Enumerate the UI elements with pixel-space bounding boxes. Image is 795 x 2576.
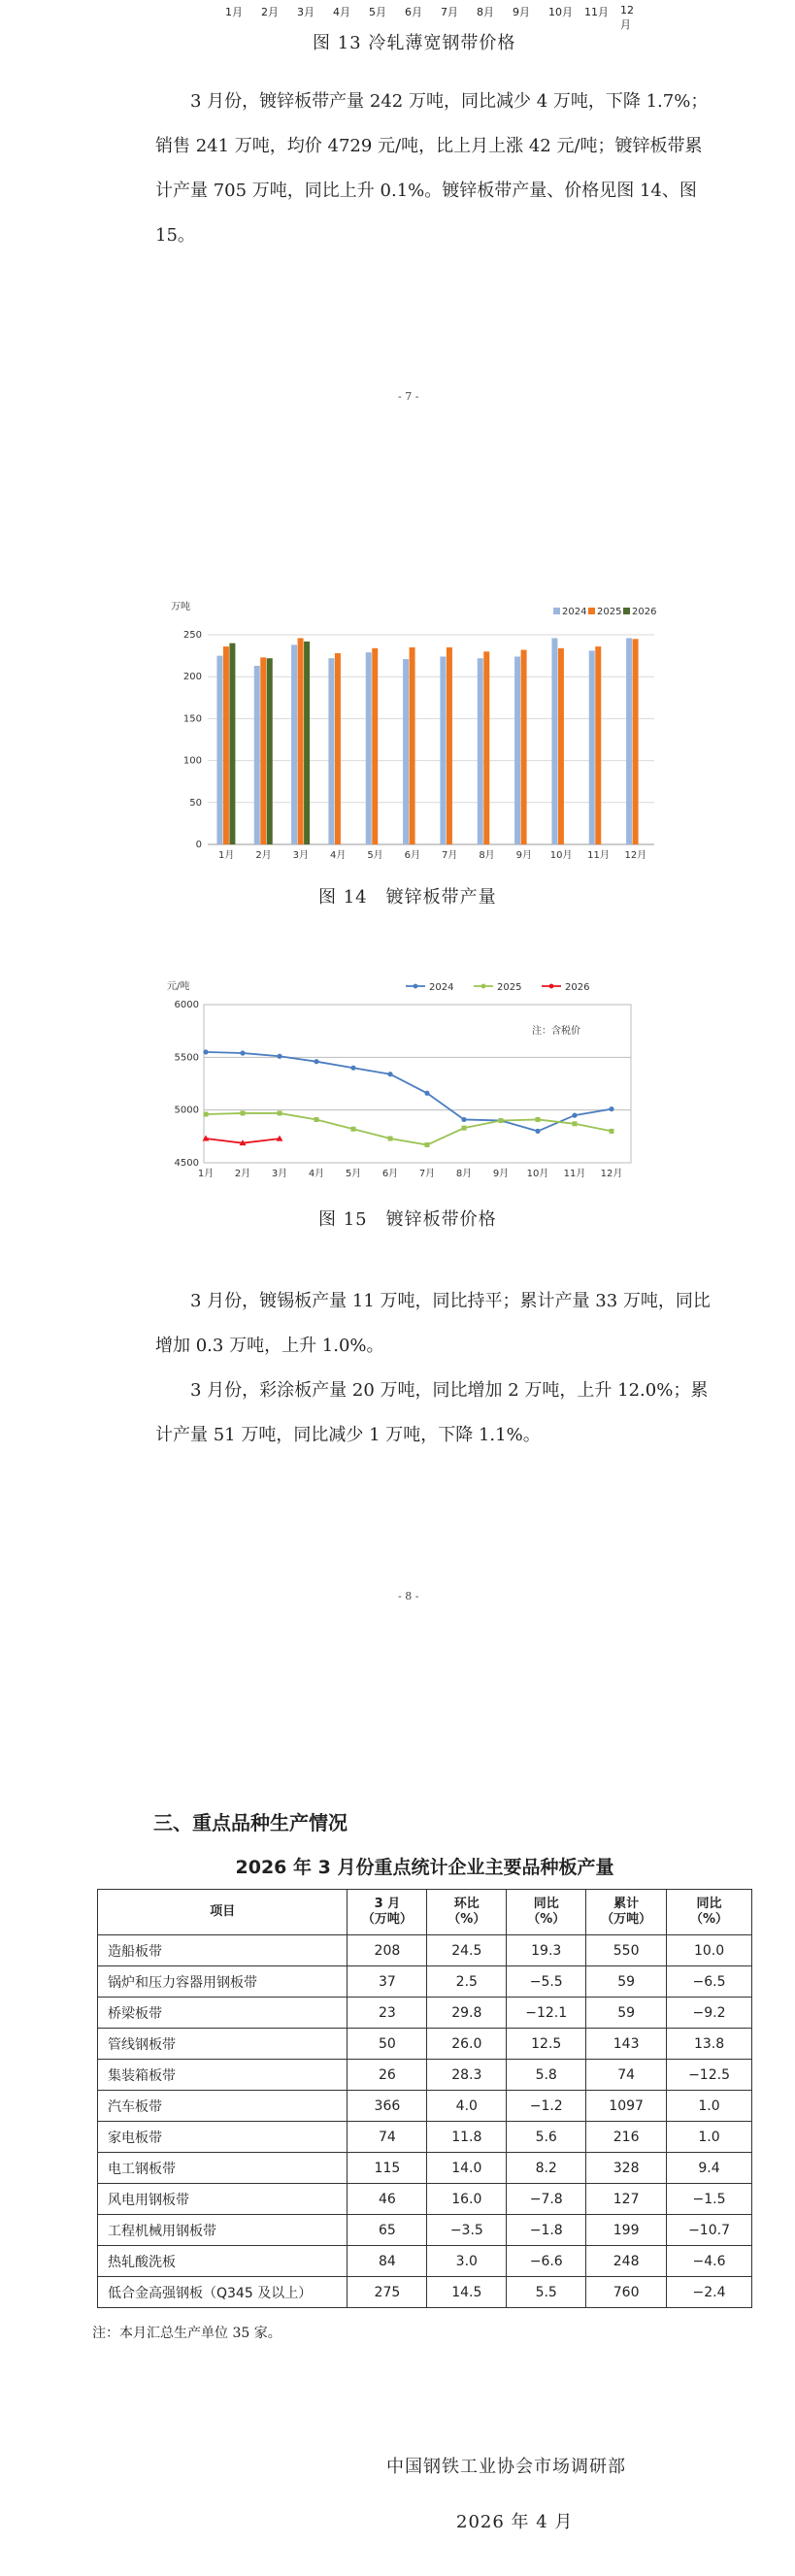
bar-2025 [335,653,341,844]
point-2024 [461,1117,466,1122]
bar-2025 [223,646,229,844]
x-tick-label: 9月 [515,850,533,861]
fig13-tick-label: 10月 [548,6,573,18]
value-cell: 248 [586,2246,667,2277]
value-cell: 29.8 [427,1998,507,2029]
legend-swatch-2026 [623,608,630,614]
bar-2026 [304,642,310,844]
table-row [98,2122,752,2153]
value-cell: 37 [348,1966,427,1998]
product-name-cell: 低合金高强钢板（Q345 及以上） [98,2277,348,2308]
legend-label-2024: 2024 [562,607,587,617]
bar-2024 [589,650,595,844]
value-cell: 59 [586,1966,667,1998]
point-2025 [573,1121,578,1126]
point-2025 [204,1112,209,1117]
point-2024 [350,1066,355,1071]
value-cell: 14.5 [427,2277,507,2308]
value-cell: 1.0 [667,2122,752,2153]
chart-galvanized-price [165,975,650,1199]
point-2025 [351,1127,356,1132]
y-tick-label: 6000 [174,1000,199,1010]
legend-label-2025: 2025 [497,982,522,993]
x-tick-label: 2月 [255,850,272,861]
value-cell: −3.5 [427,2215,507,2246]
x-tick-label: 5月 [367,850,383,861]
y-tick-label: 200 [182,672,202,683]
point-2025 [462,1126,467,1131]
point-2024 [314,1059,318,1064]
bar-2025 [558,648,564,844]
x-tick-label: 12月 [600,1169,623,1179]
fig13-tick-label: 4月 [333,6,350,18]
point-2025 [278,1110,282,1115]
value-cell: 13.8 [667,2029,752,2060]
bar-2024 [291,644,297,844]
value-cell: 2.5 [427,1966,507,1998]
y-unit-label: 万吨 [171,602,190,612]
value-cell: 46 [348,2184,427,2215]
bar-2025 [633,639,639,844]
value-cell: 26.0 [427,2029,507,2060]
x-tick-label: 12月 [624,850,647,861]
point-2025 [425,1142,430,1147]
point-2025 [388,1137,393,1141]
legend-label-2024: 2024 [429,982,454,993]
table-row [98,2277,752,2308]
x-tick-label: 7月 [418,1169,436,1179]
y-tick-label: 150 [182,713,202,725]
table-header-cell: 同比 （%） [507,1890,586,1935]
value-cell: 1.0 [667,2091,752,2122]
value-cell: 199 [586,2215,667,2246]
value-cell: −10.7 [667,2215,752,2246]
bar-2024 [216,656,222,844]
value-cell: −2.4 [667,2277,752,2308]
fig13-tick-label: 5月 [369,6,386,18]
value-cell: 59 [586,1998,667,2029]
y-tick-label: 50 [189,797,202,809]
table-note: 注：本月汇总生产单位 35 家。 [92,2326,282,2341]
value-cell: −6.5 [667,1966,752,1998]
x-tick-label: 6月 [381,1169,399,1179]
bar-2025 [260,657,266,844]
product-name-cell: 电工钢板带 [98,2153,348,2184]
point-2024 [609,1106,613,1111]
product-name-cell: 造船板带 [98,1935,348,1966]
x-tick-label: 3月 [271,1169,288,1179]
table-header-row [98,1890,752,1935]
point-2024 [387,1072,392,1076]
fig13-tick-label: 8月 [477,6,494,18]
y-tick-label: 4500 [174,1158,199,1169]
organization-signature: 中国钢铁工业协会市场调研部 [386,2457,626,2477]
bar-2025 [595,646,601,844]
table-row [98,2029,752,2060]
x-tick-label: 7月 [441,850,458,861]
point-2024 [203,1049,208,1054]
x-tick-label: 2月 [234,1169,251,1179]
point-2025 [499,1118,504,1123]
table-row [98,2246,752,2277]
legend-marker-2025 [481,984,486,989]
product-name-cell: 桥梁板带 [98,1998,348,2029]
x-tick-label: 5月 [345,1169,362,1179]
value-cell: 74 [586,2060,667,2091]
fig13-tick-label: 11月 [584,6,609,18]
value-cell: 115 [348,2153,427,2184]
value-cell: 16.0 [427,2184,507,2215]
x-tick-label: 9月 [492,1169,510,1179]
value-cell: 366 [348,2091,427,2122]
bar-2026 [229,644,235,844]
value-cell: −1.5 [667,2184,752,2215]
fig13-tick-label: 12月 [620,4,634,31]
value-cell: 9.4 [667,2153,752,2184]
table-row [98,2184,752,2215]
x-tick-label: 1月 [197,1169,215,1179]
legend-swatch-2025 [588,608,595,614]
product-name-cell: 管线钢板带 [98,2029,348,2060]
bar-2024 [254,666,260,844]
bar-2024 [366,652,372,844]
report-date: 2026 年 4 月 [456,2512,574,2532]
x-tick-label: 1月 [217,850,235,861]
fig13-caption: 图 13 冷轧薄宽钢带价格 [313,33,516,53]
value-cell: −6.6 [507,2246,586,2277]
fig14-caption: 图 14 镀锌板带产量 [318,887,497,908]
value-cell: 28.3 [427,2060,507,2091]
y-tick-label: 100 [182,755,202,767]
chart-galvanized-output [165,590,670,872]
x-tick-label: 11月 [587,850,610,861]
bar-2025 [298,638,304,844]
value-cell: −1.8 [507,2215,586,2246]
paragraph-text: 3 月份，镀锌板带产量 242 万吨，同比减少 4 万吨，下降 1.7%；销售 241 万吨，均价 4729 元/吨，比上月上涨 42 元/吨；镀锌板带累计产量 705 万吨，同比上升 0.1%。镀锌板带产量、价格见图 14、图 15。 [155,91,709,246]
point-2025 [241,1110,246,1115]
value-cell: 84 [348,2246,427,2277]
value-cell: 1097 [586,2091,667,2122]
y-tick-label: 0 [195,840,202,850]
product-name-cell: 家电板带 [98,2122,348,2153]
value-cell: 14.0 [427,2153,507,2184]
fig13-tick-label: 3月 [297,6,315,18]
table-header-cell: 同比 （%） [667,1890,752,1935]
value-cell: 760 [586,2277,667,2308]
bar-2026 [267,658,273,844]
x-tick-label: 4月 [308,1169,325,1179]
table-row [98,2060,752,2091]
product-output-table [97,1889,752,2308]
bar-2024 [514,656,520,844]
value-cell: 143 [586,2029,667,2060]
page-number-8: - 8 - [398,1590,419,1602]
fig13-tick-label: 9月 [513,6,530,18]
value-cell: 5.5 [507,2277,586,2308]
value-cell: 26 [348,2060,427,2091]
table-row [98,2091,752,2122]
fig13-tick-label: 6月 [405,6,422,18]
legend-label-2026: 2026 [565,982,590,993]
table-title: 2026 年 3 月份重点统计企业主要品种板产量 [235,1857,614,1878]
value-cell: 24.5 [427,1935,507,1966]
fig13-axis-tail [215,0,643,31]
paragraph-coated: 3 月份，彩涂板产量 20 万吨，同比增加 2 万吨，上升 12.0%；累计产量 51 万吨，同比减少 1 万吨，下降 1.1%。 [155,1380,709,1445]
table-row [98,2215,752,2246]
value-cell: 74 [348,2122,427,2153]
legend-label-2025: 2025 [597,607,622,617]
value-cell: −12.5 [667,2060,752,2091]
y-tick-label: 5500 [174,1052,199,1064]
table-header-cell: 环比 （%） [427,1890,507,1935]
bar-2025 [483,651,489,844]
page-number-7: - 7 - [398,390,419,403]
value-cell: 4.0 [427,2091,507,2122]
y-tick-label: 250 [182,630,202,641]
point-2025 [315,1117,319,1122]
value-cell: 550 [586,1935,667,1966]
table-row [98,1998,752,2029]
value-cell: 11.8 [427,2122,507,2153]
legend-marker-2026 [549,984,554,989]
point-2025 [610,1129,614,1134]
x-tick-label: 3月 [292,850,310,861]
legend-swatch-2024 [553,608,560,614]
point-2024 [424,1091,429,1096]
price-note: 注：含税价 [532,1026,580,1037]
value-cell: −9.2 [667,1998,752,2029]
point-2024 [277,1054,282,1059]
product-name-cell: 汽车板带 [98,2091,348,2122]
value-cell: −12.1 [507,1998,586,2029]
value-cell: −7.8 [507,2184,586,2215]
bar-2024 [328,658,334,844]
value-cell: −5.5 [507,1966,586,1998]
product-name-cell: 锅炉和压力容器用钢板带 [98,1966,348,1998]
bar-2025 [447,647,452,844]
product-name-cell: 热轧酸洗板 [98,2246,348,2277]
value-cell: 10.0 [667,1935,752,1966]
x-tick-label: 10月 [549,850,573,861]
point-2024 [535,1129,540,1134]
table-row [98,1935,752,1966]
value-cell: −4.6 [667,2246,752,2277]
paragraph-tinplate: 3 月份，镀锡板产量 11 万吨，同比持平；累计产量 33 万吨，同比增加 0.3 万吨，上升 1.0%。 [155,1291,711,1356]
value-cell: 12.5 [507,2029,586,2060]
table-row [98,1966,752,1998]
value-cell: −1.2 [507,2091,586,2122]
x-tick-label: 11月 [563,1169,586,1179]
value-cell: 208 [348,1935,427,1966]
value-cell: 275 [348,2277,427,2308]
y-tick-label: 5000 [174,1105,199,1116]
section-title: 三、重点品种生产情况 [153,1811,348,1834]
value-cell: 328 [586,2153,667,2184]
value-cell: 5.8 [507,2060,586,2091]
value-cell: 3.0 [427,2246,507,2277]
table-header-cell: 3 月 （万吨） [348,1890,427,1935]
product-name-cell: 工程机械用钢板带 [98,2215,348,2246]
table-row [98,2153,752,2184]
x-tick-label: 10月 [526,1169,549,1179]
value-cell: 5.6 [507,2122,586,2153]
x-tick-label: 8月 [455,1169,473,1179]
point-2025 [536,1117,541,1122]
x-tick-label: 4月 [329,850,347,861]
paragraph-galvanized [155,80,718,258]
legend-marker-2024 [414,984,418,989]
value-cell: 127 [586,2184,667,2215]
bar-2024 [626,638,632,844]
table-header-cell: 项目 [98,1890,348,1935]
bar-2024 [440,656,446,844]
point-2024 [240,1050,245,1055]
value-cell: 65 [348,2215,427,2246]
point-2024 [572,1113,577,1118]
legend-label-2026: 2026 [632,607,657,617]
product-name-cell: 风电用钢板带 [98,2184,348,2215]
value-cell: 23 [348,1998,427,2029]
value-cell: 19.3 [507,1935,586,1966]
fig13-tick-label: 2月 [261,6,279,18]
y-unit-label: 元/吨 [167,981,190,992]
x-tick-label: 8月 [479,850,495,861]
fig13-tick-label: 7月 [441,6,458,18]
bar-2025 [372,648,378,844]
paragraph-tinplate-coated [155,1279,718,1458]
bar-2025 [521,650,527,844]
x-tick-label: 6月 [404,850,421,861]
value-cell: 8.2 [507,2153,586,2184]
table-header-cell: 累计 （万吨） [586,1890,667,1935]
fig15-caption: 图 15 镀锌板带价格 [318,1209,497,1230]
bar-2024 [551,638,557,844]
series-line-2024 [206,1052,612,1132]
fig13-tick-label: 1月 [225,6,243,18]
value-cell: 216 [586,2122,667,2153]
bar-2025 [410,647,415,844]
bar-2024 [403,659,409,844]
product-name-cell: 集装箱板带 [98,2060,348,2091]
value-cell: 50 [348,2029,427,2060]
bar-2024 [478,658,483,844]
